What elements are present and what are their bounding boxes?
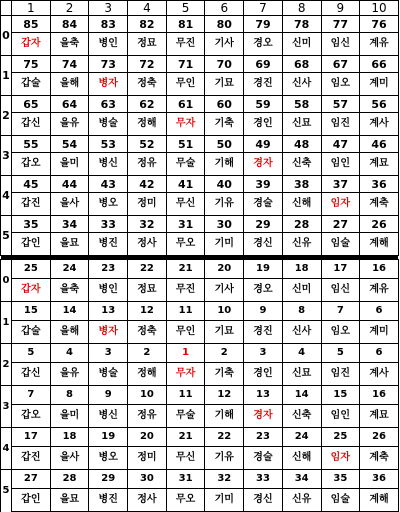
ganji-cell: 무인: [166, 73, 205, 96]
age-cell: 75: [12, 56, 51, 73]
ganji-cell: 기유: [205, 193, 244, 216]
age-cell: 49: [244, 136, 283, 153]
ganji-cell: 신축: [282, 153, 321, 176]
ganji-cell: 경진: [244, 321, 283, 344]
ganji-cell: 무술: [166, 405, 205, 428]
ganji-cell: 정해: [128, 113, 167, 136]
ganji-cell: 임인: [321, 405, 360, 428]
column-header: 5: [166, 1, 205, 16]
age-cell: 42: [128, 176, 167, 193]
age-cell: 25: [321, 428, 360, 447]
ganji-cell: 병술: [89, 363, 128, 386]
ganji-cell: 신유: [282, 233, 321, 256]
ganji-cell: 경오: [244, 33, 283, 56]
ganji-cell: 병진: [89, 489, 128, 512]
age-cell: 6: [360, 344, 399, 363]
ganji-cell: 계유: [360, 33, 399, 56]
age-cell: 51: [166, 136, 205, 153]
ganji-cell: 갑오: [12, 405, 51, 428]
ganji-row: [1, 153, 399, 176]
ganji-cell: 무자: [166, 363, 205, 386]
row-label: 0: [1, 260, 12, 302]
age-cell: 31: [166, 470, 205, 489]
age-cell: 8: [282, 302, 321, 321]
ganji-cell: 을유: [50, 113, 89, 136]
age-cell: 60: [205, 96, 244, 113]
age-cell: 69: [244, 56, 283, 73]
ganji-cell: 정미: [128, 447, 167, 470]
ganji-cell: 기축: [205, 113, 244, 136]
age-cell: 9: [89, 386, 128, 405]
age-cell: 11: [166, 386, 205, 405]
ganji-cell: 을묘: [50, 233, 89, 256]
age-cell: 21: [166, 428, 205, 447]
age-cell: 5: [12, 344, 51, 363]
ganji-cell: 계사: [360, 363, 399, 386]
ganji-cell: 기묘: [205, 321, 244, 344]
ganji-cell: 병인: [89, 33, 128, 56]
ganji-cell: 기해: [205, 405, 244, 428]
column-header: 7: [244, 1, 283, 16]
ganji-cell: 계묘: [360, 153, 399, 176]
age-cell: 32: [128, 216, 167, 233]
age-cell: 7: [321, 302, 360, 321]
column-header: 9: [321, 1, 360, 16]
age-cell: 3: [89, 344, 128, 363]
age-cell: 15: [321, 386, 360, 405]
ganji-cell: 을해: [50, 73, 89, 96]
row-label: 4: [1, 428, 12, 470]
ganji-row: [1, 447, 399, 470]
ganji-cell: 병오: [89, 447, 128, 470]
row-label: 2: [1, 96, 12, 136]
age-cell: 30: [205, 216, 244, 233]
header-row: [1, 1, 399, 16]
age-cell: 12: [128, 302, 167, 321]
ganji-cell: 갑자: [12, 279, 51, 302]
age-cell: 82: [128, 16, 167, 33]
ganji-cell: 갑오: [12, 153, 51, 176]
age-cell: 20: [205, 260, 244, 279]
age-cell: 19: [244, 260, 283, 279]
ganji-cell: 무신: [166, 193, 205, 216]
column-header: 6: [205, 1, 244, 16]
ganji-cell: 임진: [321, 113, 360, 136]
age-cell: 36: [360, 176, 399, 193]
row-label: 5: [1, 216, 12, 256]
age-cell: 64: [50, 96, 89, 113]
ganji-cell: 갑자: [12, 33, 51, 56]
ganji-cell: 무술: [166, 153, 205, 176]
age-cell: 10: [205, 302, 244, 321]
age-cell: 35: [321, 470, 360, 489]
age-cell: 40: [205, 176, 244, 193]
column-header: 8: [282, 1, 321, 16]
ganji-cell: 정해: [128, 363, 167, 386]
ganji-cell: 신묘: [282, 113, 321, 136]
age-cell: 20: [128, 428, 167, 447]
age-cell: 17: [12, 428, 51, 447]
ganji-cell: 정사: [128, 489, 167, 512]
ganji-cell: 계미: [360, 321, 399, 344]
ganji-cell: 신사: [282, 73, 321, 96]
age-row: [1, 470, 399, 489]
ganji-cell: 신사: [282, 321, 321, 344]
row-label: 1: [1, 56, 12, 96]
age-cell: 22: [205, 428, 244, 447]
age-cell: 83: [89, 16, 128, 33]
ganji-cell: 임신: [321, 279, 360, 302]
age-cell: 16: [360, 260, 399, 279]
ganji-cell: 계미: [360, 73, 399, 96]
age-cell: 57: [321, 96, 360, 113]
age-cell: 34: [50, 216, 89, 233]
age-row: [1, 176, 399, 193]
ganji-cell: 정축: [128, 321, 167, 344]
ganji-cell: 무오: [166, 233, 205, 256]
age-cell: 33: [244, 470, 283, 489]
ganji-cell: 을축: [50, 279, 89, 302]
age-cell: 9: [244, 302, 283, 321]
age-row: [1, 136, 399, 153]
ganji-cell: 신해: [282, 447, 321, 470]
age-row: [1, 56, 399, 73]
age-cell: 76: [360, 16, 399, 33]
age-cell: 59: [244, 96, 283, 113]
ganji-cell: 임인: [321, 153, 360, 176]
age-cell: 4: [282, 344, 321, 363]
age-cell: 71: [166, 56, 205, 73]
ganji-cell: 을해: [50, 321, 89, 344]
ganji-cell: 임술: [321, 233, 360, 256]
age-cell: 70: [205, 56, 244, 73]
age-cell: 23: [244, 428, 283, 447]
ganji-cell: 기축: [205, 363, 244, 386]
age-cell: 80: [205, 16, 244, 33]
age-cell: 73: [89, 56, 128, 73]
ganji-cell: 계축: [360, 193, 399, 216]
age-cell: 23: [89, 260, 128, 279]
ganji-cell: 정유: [128, 405, 167, 428]
ganji-cell: 신유: [282, 489, 321, 512]
ganji-cell: 갑인: [12, 233, 51, 256]
column-header: 4: [128, 1, 167, 16]
age-cell: 30: [128, 470, 167, 489]
ganji-cell: 병자: [89, 321, 128, 344]
column-header: 3: [89, 1, 128, 16]
ganji-cell: 무인: [166, 321, 205, 344]
ganji-cell: 경자: [244, 405, 283, 428]
row-label: 0: [1, 16, 12, 56]
ganji-cell: 을미: [50, 153, 89, 176]
ganji-cell: 기사: [205, 33, 244, 56]
age-row: [1, 428, 399, 447]
age-cell: 26: [360, 216, 399, 233]
ganji-cell: 경신: [244, 233, 283, 256]
ganji-cell: 신축: [282, 405, 321, 428]
age-cell: 1: [166, 344, 205, 363]
ganji-cell: 기미: [205, 489, 244, 512]
age-row: [1, 260, 399, 279]
column-header: 10: [360, 1, 399, 16]
age-cell: 16: [360, 386, 399, 405]
age-cell: 11: [166, 302, 205, 321]
ganji-cell: 병진: [89, 233, 128, 256]
ganji-row: [1, 363, 399, 386]
ganji-row: [1, 113, 399, 136]
ganji-cell: 계축: [360, 447, 399, 470]
age-cell: 5: [321, 344, 360, 363]
age-cell: 19: [89, 428, 128, 447]
age-cell: 18: [282, 260, 321, 279]
age-cell: 50: [205, 136, 244, 153]
age-cell: 58: [282, 96, 321, 113]
ganji-row: [1, 233, 399, 256]
age-cell: 85: [12, 16, 51, 33]
ganji-cell: 임술: [321, 489, 360, 512]
ganji-cell: 임오: [321, 321, 360, 344]
age-cell: 10: [128, 386, 167, 405]
ganji-cell: 신묘: [282, 363, 321, 386]
ganji-cell: 을사: [50, 193, 89, 216]
ganji-cell: 갑신: [12, 363, 51, 386]
age-cell: 38: [282, 176, 321, 193]
age-cell: 26: [360, 428, 399, 447]
ganji-cell: 무오: [166, 489, 205, 512]
corner-cell: [1, 1, 12, 16]
age-cell: 18: [50, 428, 89, 447]
ganji-row: [1, 73, 399, 96]
row-label: 5: [1, 470, 12, 512]
age-row: [1, 344, 399, 363]
ganji-cell: 경술: [244, 193, 283, 216]
age-cell: 62: [128, 96, 167, 113]
age-cell: 2: [128, 344, 167, 363]
ganji-cell: 경신: [244, 489, 283, 512]
age-cell: 52: [128, 136, 167, 153]
ganji-cell: 병오: [89, 193, 128, 216]
age-cell: 13: [244, 386, 283, 405]
age-cell: 67: [321, 56, 360, 73]
ganji-cell: 무진: [166, 279, 205, 302]
ganji-cell: 기미: [205, 233, 244, 256]
ganji-cell: 임오: [321, 73, 360, 96]
age-cell: 12: [205, 386, 244, 405]
ganji-cell: 경진: [244, 73, 283, 96]
ganji-cell: 갑진: [12, 447, 51, 470]
age-cell: 54: [50, 136, 89, 153]
age-cell: 55: [12, 136, 51, 153]
age-cell: 21: [166, 260, 205, 279]
ganji-cell: 을유: [50, 363, 89, 386]
age-cell: 61: [166, 96, 205, 113]
age-cell: 25: [12, 260, 51, 279]
row-label: 3: [1, 386, 12, 428]
row-label: 4: [1, 176, 12, 216]
ganji-cell: 을미: [50, 405, 89, 428]
age-cell: 34: [282, 470, 321, 489]
age-cell: 24: [50, 260, 89, 279]
age-cell: 6: [360, 302, 399, 321]
ganji-cell: 정유: [128, 153, 167, 176]
age-cell: 79: [244, 16, 283, 33]
age-cell: 68: [282, 56, 321, 73]
ganji-cell: 경술: [244, 447, 283, 470]
age-cell: 14: [282, 386, 321, 405]
ganji-cell: 갑술: [12, 73, 51, 96]
ganji-cell: 무자: [166, 113, 205, 136]
ganji-cell: 병신: [89, 153, 128, 176]
age-cell: 44: [50, 176, 89, 193]
ganji-cell: 임신: [321, 33, 360, 56]
ganji-cell: 갑진: [12, 193, 51, 216]
ganji-cell: 신해: [282, 193, 321, 216]
ganji-cell: 계해: [360, 489, 399, 512]
row-label: 3: [1, 136, 12, 176]
age-cell: 48: [282, 136, 321, 153]
ganji-cell: 정묘: [128, 279, 167, 302]
age-cell: 28: [50, 470, 89, 489]
ganji-row: [1, 321, 399, 344]
ganji-cell: 신미: [282, 33, 321, 56]
ganji-cell: 임진: [321, 363, 360, 386]
age-cell: 7: [12, 386, 51, 405]
ganji-cell: 경인: [244, 113, 283, 136]
age-cell: 45: [12, 176, 51, 193]
ganji-cell: 병신: [89, 405, 128, 428]
ganji-cell: 병술: [89, 113, 128, 136]
ganji-cell: 기해: [205, 153, 244, 176]
ganji-cell: 무진: [166, 33, 205, 56]
age-cell: 22: [128, 260, 167, 279]
age-row: [1, 16, 399, 33]
age-cell: 14: [50, 302, 89, 321]
age-cell: 72: [128, 56, 167, 73]
age-cell: 29: [244, 216, 283, 233]
age-cell: 8: [50, 386, 89, 405]
ganji-cell: 기묘: [205, 73, 244, 96]
ganji-cell: 계사: [360, 113, 399, 136]
ganji-cell: 계유: [360, 279, 399, 302]
age-cell: 65: [12, 96, 51, 113]
age-cell: 13: [89, 302, 128, 321]
column-header: 1: [12, 1, 51, 16]
age-cell: 37: [321, 176, 360, 193]
ganji-cell: 임자: [321, 447, 360, 470]
age-cell: 56: [360, 96, 399, 113]
ganji-cell: 경자: [244, 153, 283, 176]
age-cell: 74: [50, 56, 89, 73]
age-cell: 43: [89, 176, 128, 193]
age-cell: 33: [89, 216, 128, 233]
ganji-cell: 갑인: [12, 489, 51, 512]
ganji-cell: 무신: [166, 447, 205, 470]
age-cell: 24: [282, 428, 321, 447]
age-cell: 3: [244, 344, 283, 363]
age-cell: 77: [321, 16, 360, 33]
ganji-cell: 을축: [50, 33, 89, 56]
age-cell: 53: [89, 136, 128, 153]
age-row: [1, 302, 399, 321]
ganji-cell: 정묘: [128, 33, 167, 56]
age-cell: 4: [50, 344, 89, 363]
age-cell: 63: [89, 96, 128, 113]
age-cell: 32: [205, 470, 244, 489]
ganji-cell: 갑술: [12, 321, 51, 344]
age-cell: 27: [12, 470, 51, 489]
ganji-cell: 기유: [205, 447, 244, 470]
ganji-cell: 신미: [282, 279, 321, 302]
age-cell: 36: [360, 470, 399, 489]
ganji-cell: 정축: [128, 73, 167, 96]
row-label: 1: [1, 302, 12, 344]
age-cell: 78: [282, 16, 321, 33]
age-cell: 41: [166, 176, 205, 193]
age-cell: 39: [244, 176, 283, 193]
ganji-cell: 계묘: [360, 405, 399, 428]
ganji-row: [1, 193, 399, 216]
ganji-cell: 경인: [244, 363, 283, 386]
age-row: [1, 216, 399, 233]
age-cell: 27: [321, 216, 360, 233]
age-cell: 28: [282, 216, 321, 233]
age-cell: 2: [205, 344, 244, 363]
age-cell: 81: [166, 16, 205, 33]
age-cell: 84: [50, 16, 89, 33]
row-label: 2: [1, 344, 12, 386]
ganji-cell: 을사: [50, 447, 89, 470]
age-row: [1, 386, 399, 405]
age-cell: 17: [321, 260, 360, 279]
age-cell: 31: [166, 216, 205, 233]
ganji-cell: 을묘: [50, 489, 89, 512]
ganji-cell: 정사: [128, 233, 167, 256]
age-cell: 29: [89, 470, 128, 489]
ganji-cell: 병인: [89, 279, 128, 302]
age-row: [1, 96, 399, 113]
age-cell: 47: [321, 136, 360, 153]
ganji-row: [1, 405, 399, 428]
ganji-row: [1, 489, 399, 512]
ganji-cell: 갑신: [12, 113, 51, 136]
age-cell: 46: [360, 136, 399, 153]
ganji-row: [1, 279, 399, 302]
column-header: 2: [50, 1, 89, 16]
ganji-cell: 기사: [205, 279, 244, 302]
age-cell: 35: [12, 216, 51, 233]
ganji-cell: 임자: [321, 193, 360, 216]
ganji-row: [1, 33, 399, 56]
age-cell: 15: [12, 302, 51, 321]
age-cell: 66: [360, 56, 399, 73]
ganji-cell: 경오: [244, 279, 283, 302]
ganji-cell: 정미: [128, 193, 167, 216]
ganji-cell: 병자: [89, 73, 128, 96]
ganji-cell: 계해: [360, 233, 399, 256]
